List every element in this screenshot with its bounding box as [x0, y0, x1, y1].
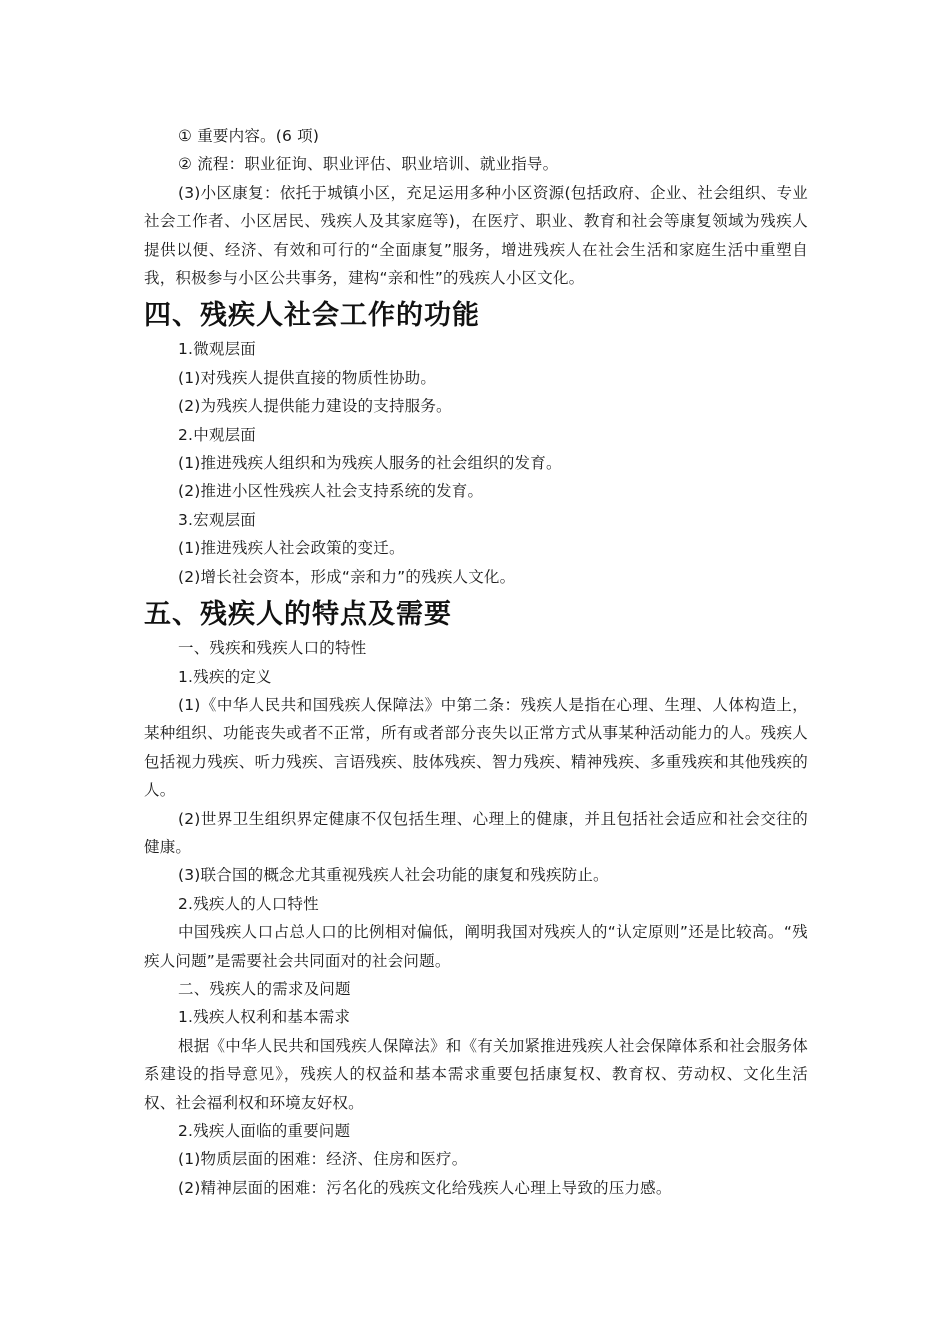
paragraph: (2)增长社会资本，形成“亲和力”的残疾人文化。	[178, 567, 516, 586]
paragraph: 1.残疾的定义	[178, 667, 272, 686]
section-heading-4: 四、残疾人社会工作的功能	[144, 300, 480, 332]
paragraph: (3)小区康复：依托于城镇小区，充足运用多种小区资源(包括政府、企业、社会组织、专业社会工作者、小区居民、残疾人及其家庭等)，在医疗、职业、教育和社会等康复领域为残疾人提供以便、经济、有效和可行的“全面康复”服务，增进残疾人在社会生活和家庭生活中重塑自我，积极参与小区公共事务，建构“亲和性”的残疾人小区文化。	[144, 183, 808, 288]
paragraph: 1.微观层面	[178, 340, 256, 359]
paragraph: (2)为残疾人提供能力建设的支持服务。	[178, 397, 452, 416]
paragraph: 一、残疾和残疾人口的特性	[178, 639, 367, 658]
paragraph: (3)联合国的概念尤其重视残疾人社会功能的康复和残疾防止。	[178, 866, 609, 885]
document-page	[144, 122, 808, 1202]
paragraph: 2.中观层面	[178, 425, 256, 444]
paragraph: ① 重要内容。(6 项)	[178, 127, 320, 145]
paragraph: 1.残疾人权利和基本需求	[178, 1008, 351, 1027]
paragraph: (1)对残疾人提供直接的物质性协助。	[178, 368, 437, 387]
paragraph: 2.残疾人面临的重要问题	[178, 1122, 351, 1140]
paragraph: (1)推进残疾人组织和为残疾人服务的社会组织的发育。	[178, 454, 562, 473]
paragraph: 中国残疾人口占总人口的比例相对偏低，阐明我国对残疾人的“认定原则”还是比较高。“残疾人问题”是需要社会共同面对的社会问题。	[144, 923, 808, 970]
paragraph: ② 流程：职业征询、职业评估、职业培训、就业指导。	[178, 155, 559, 174]
paragraph: 2.残疾人的人口特性	[178, 894, 319, 913]
paragraph: 根据《中华人民共和国残疾人保障法》和《有关加紧推进残疾人社会保障体系和社会服务体系建设的指导意见》，残疾人的权益和基本需求重要包括康复权、教育权、劳动权、文化生活权、社会福利权和环境友好权。	[144, 1036, 808, 1112]
section-heading-5: 五、残疾人的特点及需要	[144, 599, 452, 631]
paragraph: 3.宏观层面	[178, 510, 256, 529]
paragraph: (1)《中华人民共和国残疾人保障法》中第二条：残疾人是指在心理、生理、人体构造上，某种组织、功能丧失或者不正常，所有或者部分丧失以正常方式从事某种活动能力的人。残疾人包括视力残疾、听力残疾、言语残疾、肢体残疾、智力残疾、精神残疾、多重残疾和其他残疾的人。	[144, 695, 808, 800]
paragraph: (2)精神层面的困难：污名化的残疾文化给残疾人心理上导致的压力感。	[178, 1178, 672, 1197]
paragraph: (2)推进小区性残疾人社会支持系统的发育。	[178, 482, 484, 501]
paragraph: (2)世界卫生组织界定健康不仅包括生理、心理上的健康，并且包括社会适应和社会交往的健康。	[144, 809, 808, 856]
paragraph: 二、残疾人的需求及问题	[178, 979, 351, 998]
paragraph: (1)推进残疾人社会政策的变迁。	[178, 539, 405, 558]
paragraph: (1)物质层面的困难：经济、住房和医疗。	[178, 1150, 468, 1169]
